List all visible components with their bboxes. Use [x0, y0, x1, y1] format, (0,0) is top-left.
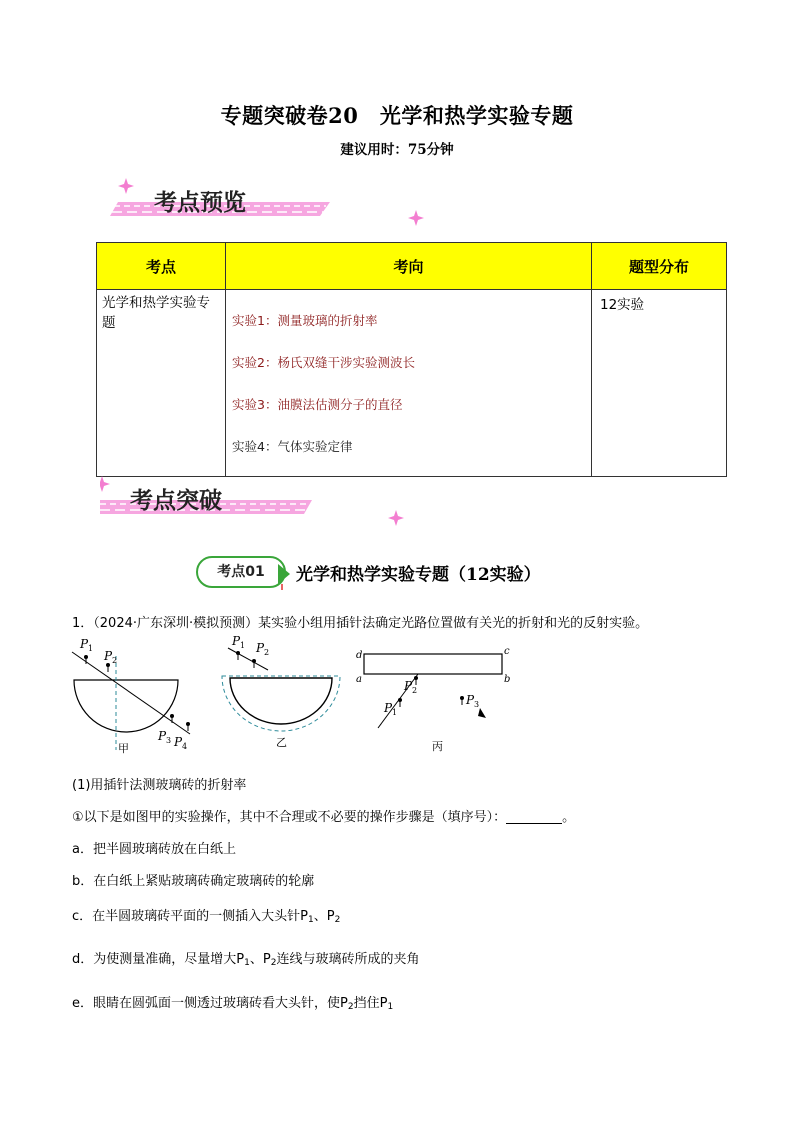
- svg-text:2: 2: [412, 686, 418, 695]
- svg-text:1: 1: [392, 708, 398, 717]
- table-header-cell: 考点: [97, 243, 226, 290]
- svg-text:2: 2: [112, 656, 118, 665]
- breakthrough-banner-label: 考点突破: [130, 488, 222, 514]
- figure-yi: [222, 634, 340, 749]
- step-prompt-text: ①以下是如图甲的实验操作，其中不合理或不必要的操作步骤是（填序号）：: [72, 810, 507, 825]
- svg-text:P: P: [404, 679, 413, 693]
- answer-blank[interactable]: [506, 809, 562, 824]
- svg-text:乙: 乙: [276, 736, 287, 749]
- experiment-figures: [66, 632, 526, 760]
- breakthrough-banner: [100, 472, 430, 532]
- step-prompt: [72, 806, 575, 825]
- table-header-cell: 题型分布: [592, 243, 727, 290]
- direction-item: 实验1：测量玻璃的折射率: [232, 313, 378, 328]
- question-stem: 1．（2024·广东深圳·模拟预测）某实验小组用插针法确定光路位置做有关光的折射和光的反射实验。: [72, 616, 649, 631]
- section-badge: 考点01: [196, 556, 286, 588]
- banner-decoration: [100, 176, 430, 236]
- svg-text:P: P: [256, 641, 265, 655]
- sparkle-icon: [100, 476, 110, 492]
- option-b: b．在白纸上紧贴玻璃砖确定玻璃砖的轮廓: [72, 874, 315, 889]
- overview-table: [96, 242, 727, 477]
- svg-text:P: P: [158, 729, 167, 743]
- table-header-row: [97, 243, 727, 290]
- figure-jia: [72, 637, 190, 755]
- figure-bing: [356, 646, 510, 753]
- sparkle-icon: [118, 178, 134, 194]
- svg-text:c: c: [504, 646, 510, 657]
- svg-text:P: P: [466, 693, 475, 707]
- option-c: c．在半圆玻璃砖平面的一侧插入大头针$P_1$、$P_2$: [72, 909, 341, 925]
- svg-text:P: P: [104, 649, 113, 663]
- svg-text:P: P: [80, 637, 89, 651]
- sparkle-icon: [388, 510, 404, 526]
- svg-text:3: 3: [166, 736, 172, 745]
- svg-text:4: 4: [182, 742, 188, 751]
- step-prompt-end: 。: [562, 810, 576, 825]
- svg-text:2: 2: [264, 648, 270, 657]
- sparkle-icon: [408, 210, 424, 226]
- topic-cell: 光学和热学实验专题: [97, 290, 226, 477]
- svg-text:1: 1: [88, 644, 94, 653]
- svg-text:1: 1: [240, 641, 246, 650]
- svg-text:d: d: [356, 650, 363, 661]
- svg-text:3: 3: [474, 700, 480, 709]
- option-a: a．把半圆玻璃砖放在白纸上: [72, 842, 236, 857]
- table-header-cell: 考向: [226, 243, 592, 290]
- suggested-time: 建议用时：75分钟: [340, 142, 454, 158]
- svg-text:P: P: [174, 735, 183, 749]
- direction-item: 实验4：气体实验定律: [232, 439, 353, 454]
- option-e: e．眼睛在圆弧面一侧透过玻璃砖看大头针，使$P_2$挡住$P_1$: [72, 996, 394, 1012]
- overview-banner: [100, 176, 430, 236]
- option-d: d．为使测量准确，尽量增大$P_1$、$P_2$连线与玻璃砖所成的夹角: [72, 952, 420, 968]
- overview-banner-label: 考点预览: [154, 190, 246, 216]
- directions-cell: [226, 290, 592, 477]
- svg-text:P: P: [384, 701, 393, 715]
- svg-text:P: P: [232, 634, 241, 648]
- svg-text:甲: 甲: [118, 742, 129, 755]
- play-arrow-icon: [278, 562, 292, 592]
- distribution-cell: 12实验: [592, 290, 727, 477]
- part-1-heading: (1)用插针法测玻璃砖的折射率: [72, 778, 247, 793]
- svg-text:丙: 丙: [432, 740, 443, 753]
- table-row: [97, 290, 727, 477]
- section-title: 光学和热学实验专题（12实验）: [296, 565, 541, 585]
- direction-item: 实验3：油膜法估测分子的直径: [232, 397, 403, 412]
- svg-text:b: b: [504, 674, 511, 685]
- direction-item: 实验2：杨氏双缝干涉实验测波长: [232, 355, 415, 370]
- page-title: 专题突破卷20 光学和热学实验专题: [220, 103, 574, 128]
- svg-text:a: a: [356, 674, 362, 685]
